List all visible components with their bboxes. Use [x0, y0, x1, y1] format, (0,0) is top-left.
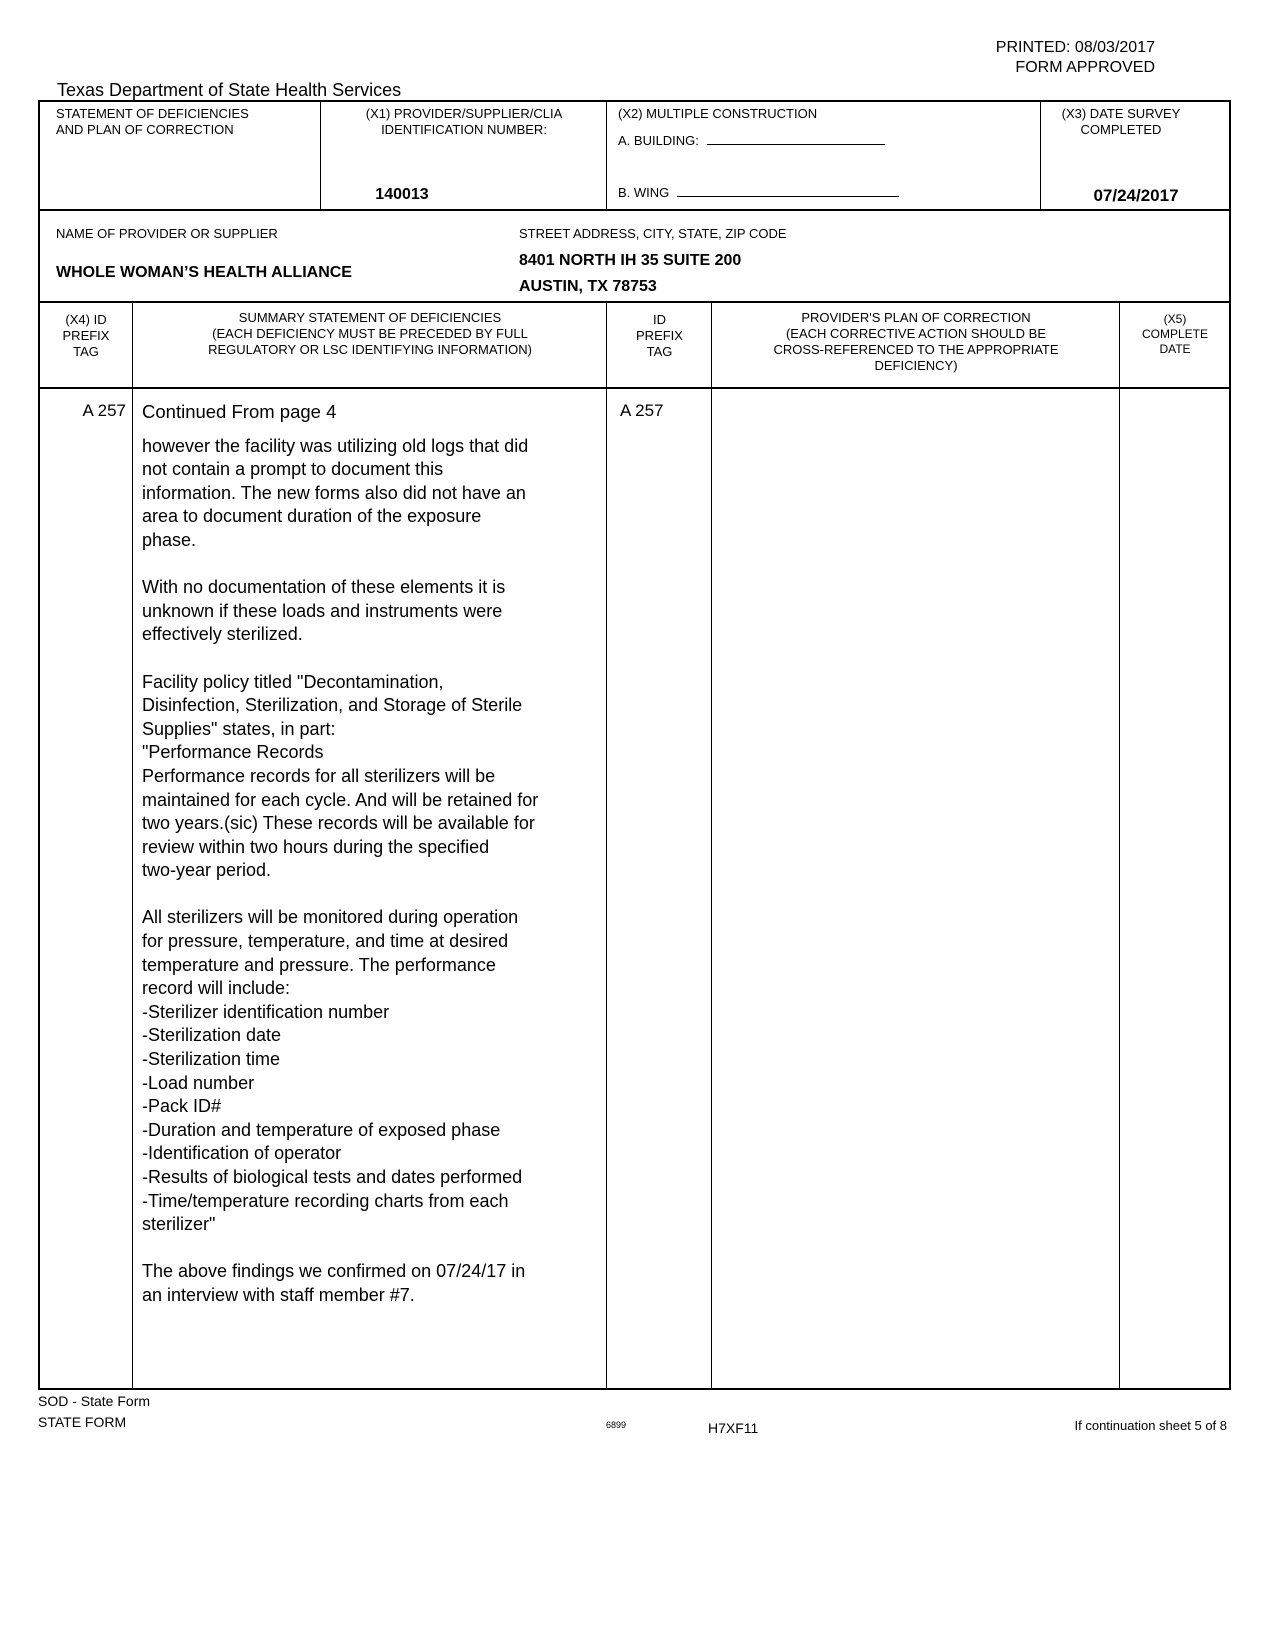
- printed-date: PRINTED: 08/03/2017: [995, 39, 1155, 56]
- divider: [711, 302, 712, 1389]
- divider: [606, 101, 607, 209]
- divider: [606, 302, 607, 1389]
- id-prefix-tag: A 257: [620, 401, 664, 420]
- divider: [1119, 302, 1120, 1389]
- paragraph: The above findings we confirmed on 07/24/17 in an interview with staff member #7.: [142, 1261, 526, 1305]
- address-line1: 8401 NORTH IH 35 SUITE 200: [519, 252, 742, 269]
- x3-label: (X3) DATE SURVEY COMPLETED: [1061, 106, 1181, 137]
- plan-header: PROVIDER'S PLAN OF CORRECTION (EACH CORRECTIVE ACTION SHOULD BE CROSS-REFERENCED TO THE APPROPRIATE DEFICIENCY): [773, 310, 1059, 373]
- wing-field: [618, 184, 899, 201]
- statement-label: STATEMENT OF DEFICIENCIES AND PLAN OF CORRECTION: [56, 106, 249, 137]
- building-blank: [707, 132, 885, 145]
- paragraph: All sterilizers will be monitored during operation for pressure, temperature, and time at desired temperature and pressure. The performance record will include: -Sterilizer identification number -Sterilization date -Sterilization time -Load number -Pack ID# -Duration and temperature of exposed phase -Identification of operator -Results of biological tests and dates performed -Time/temperature recording charts from each sterilizer": [142, 907, 523, 1235]
- divider: [39, 387, 1230, 389]
- summary-header: SUMMARY STATEMENT OF DEFICIENCIES (EACH DEFICIENCY MUST BE PRECEDED BY FULL REGULATORY OR LSC IDENTIFYING INFORMATION): [208, 310, 532, 357]
- continued-note: Continued From page 4: [142, 401, 337, 422]
- building-field: [618, 132, 885, 149]
- divider: [39, 209, 1230, 211]
- paragraph: however the facility was utilizing old logs that did not contain a prompt to document this information. The new forms also did not have an area to document duration of the exposure phase.: [142, 435, 529, 550]
- address-label: STREET ADDRESS, CITY, STATE, ZIP CODE: [519, 226, 787, 241]
- paragraph: With no documentation of these elements it is unknown if these loads and instruments were effectively sterilized.: [142, 577, 506, 645]
- sod-label: SOD - State Form: [38, 1393, 151, 1409]
- x1-label: (X1) PROVIDER/SUPPLIER/CLIA IDENTIFICATION NUMBER:: [365, 106, 563, 137]
- wing-blank: [677, 184, 899, 197]
- building-label: A. BUILDING:: [618, 133, 699, 148]
- wing-label: B. WING: [618, 185, 670, 200]
- form-status: FORM APPROVED: [1015, 59, 1155, 76]
- form-code: 6899: [606, 1420, 627, 1430]
- event-id: H7XF11: [708, 1420, 759, 1436]
- divider: [132, 302, 133, 1389]
- divider: [320, 101, 321, 209]
- provider-id: 140013: [375, 186, 429, 203]
- x5-header: (X5) COMPLETE DATE: [1141, 312, 1208, 356]
- paragraph: Facility policy titled "Decontamination, Disinfection, Sterilization, and Storage of Sterile Supplies" states, in part: "Performance Records Performance records for all sterilizers will be maintained for each cycle. And will be retained for two years.(sic) These records will be available for review within two hours during the specified two-year period.: [142, 671, 539, 881]
- provider-name-label: NAME OF PROVIDER OR SUPPLIER: [56, 226, 278, 241]
- address-line2: AUSTIN, TX 78753: [519, 278, 657, 295]
- continuation-sheet: If continuation sheet 5 of 8: [1074, 1418, 1227, 1433]
- id-prefix-header: ID PREFIX TAG: [636, 312, 683, 359]
- x4-header: (X4) ID PREFIX TAG: [62, 312, 110, 359]
- x2-label: (X2) MULTIPLE CONSTRUCTION: [618, 106, 818, 121]
- agency-name: Texas Department of State Health Services: [57, 80, 402, 100]
- divider: [1040, 101, 1041, 209]
- state-form-label: STATE FORM: [38, 1414, 127, 1430]
- survey-date: 07/24/2017: [1093, 186, 1179, 205]
- summary-body: [142, 400, 600, 1308]
- x4-tag: A 257: [82, 401, 126, 420]
- provider-name: WHOLE WOMAN’S HEALTH ALLIANCE: [56, 264, 352, 281]
- divider: [39, 301, 1230, 303]
